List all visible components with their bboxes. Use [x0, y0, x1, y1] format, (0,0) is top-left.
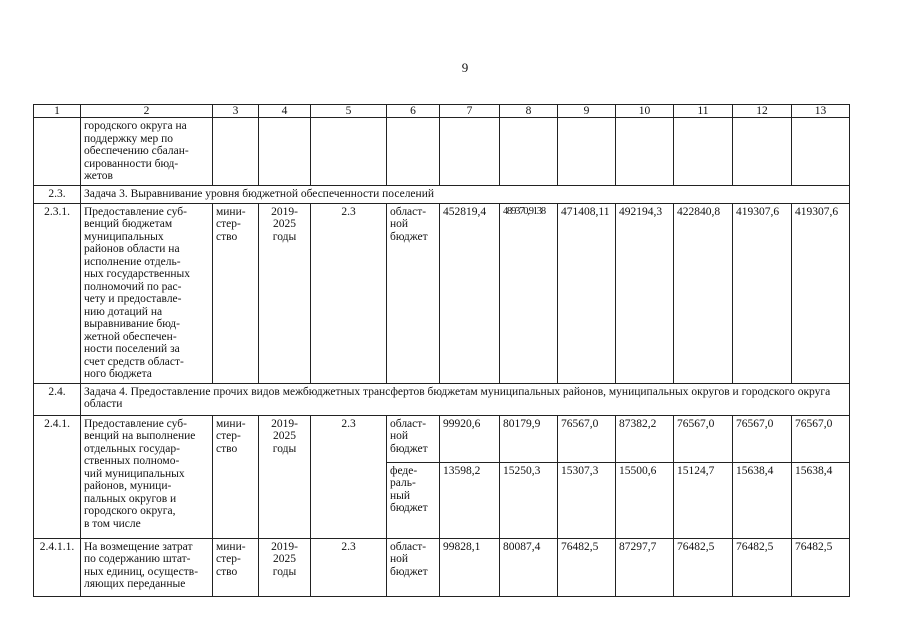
funding-source: феде- раль- ный бюджет [387, 462, 440, 538]
value-cell: 76567,0 [733, 415, 792, 462]
funding-source: област- ной бюджет [387, 538, 440, 596]
value-cell: 76482,5 [733, 538, 792, 596]
col-header-8: 8 [500, 105, 558, 118]
executor: мини- стер- ство [213, 415, 259, 538]
row-number: 2.3.1. [34, 203, 81, 383]
value-cell: 15500,6 [616, 462, 674, 538]
code: 2.3 [311, 203, 387, 383]
value-cell: 76567,0 [674, 415, 733, 462]
col-header-12: 12 [733, 105, 792, 118]
col-header-4: 4 [259, 105, 311, 118]
col-header-10: 10 [616, 105, 674, 118]
value-cell: 489370,9138 [500, 203, 558, 383]
col-header-13: 13 [792, 105, 850, 118]
value-cell: 471408,11 [558, 203, 616, 383]
budget-table [33, 104, 850, 597]
code: 2.3 [311, 415, 387, 538]
col-header-3: 3 [213, 105, 259, 118]
value-cell: 419307,6 [733, 203, 792, 383]
measure-name: На возмещение затрат по содержанию штат- ных единиц, осуществ- ляющих переданные [81, 538, 213, 596]
continuation-row [34, 118, 850, 186]
task-number: 2.3. [34, 185, 81, 203]
period: 2019- 2025 годы [259, 203, 311, 383]
value-cell: 76567,0 [558, 415, 616, 462]
value-cell: 87382,2 [616, 415, 674, 462]
measure-name: Предоставление суб- венций бюджетам муниципальных районов области на исполнение отдель- ных государственных полномочий по рас- чету и предоставле- нию дотаций на выравнивание бюд- жетной обеспечен- ности поселений за счет средств област- ного бюджета [81, 203, 213, 383]
row-number: 2.4.1.1. [34, 538, 81, 596]
col-header-7: 7 [440, 105, 500, 118]
task-number: 2.4. [34, 383, 81, 415]
col-header-5: 5 [311, 105, 387, 118]
value-cell: 99920,6 [440, 415, 500, 462]
task-title: Задача 3. Выравнивание уровня бюджетной обеспеченности поселений [81, 185, 850, 203]
executor: мини- стер- ство [213, 203, 259, 383]
task-title: Задача 4. Предоставление прочих видов межбюджетных трансфертов бюджетам муниципальных районов, муниципальных округов и городского округа области [81, 383, 850, 415]
funding-source: област- ной бюджет [387, 415, 440, 462]
table-row [34, 415, 850, 462]
value-cell: 87297,7 [616, 538, 674, 596]
col-header-1: 1 [34, 105, 81, 118]
table-row [34, 203, 850, 383]
value-cell: 422840,8 [674, 203, 733, 383]
value-cell: 15638,4 [733, 462, 792, 538]
page-number: 9 [461, 60, 469, 75]
value-cell: 80179,9 [500, 415, 558, 462]
column-number-row [34, 105, 850, 118]
measure-name: городского округа на поддержку мер по обеспечению сбалан- сированности бюд- жетов [81, 118, 213, 186]
period: 2019- 2025 годы [259, 415, 311, 538]
value-cell: 99828,1 [440, 538, 500, 596]
value-cell: 15638,4 [792, 462, 850, 538]
col-header-6: 6 [387, 105, 440, 118]
col-header-11: 11 [674, 105, 733, 118]
value-cell: 76482,5 [558, 538, 616, 596]
task-row [34, 383, 850, 415]
value-cell: 13598,2 [440, 462, 500, 538]
value-cell: 452819,4 [440, 203, 500, 383]
value-cell: 419307,6 [792, 203, 850, 383]
value-cell: 76482,5 [674, 538, 733, 596]
funding-source: област- ной бюджет [387, 203, 440, 383]
row-number: 2.4.1. [34, 415, 81, 538]
executor: мини- стер- ство [213, 538, 259, 596]
value-cell: 80087,4 [500, 538, 558, 596]
table-row [34, 538, 850, 596]
col-header-2: 2 [81, 105, 213, 118]
value-cell: 15307,3 [558, 462, 616, 538]
value-cell: 492194,3 [616, 203, 674, 383]
measure-name: Предоставление суб- венций на выполнение отдельных государ- ственных полномо- чий муниципальных районов, муници- пальных округов и городского округа, в том числе [81, 415, 213, 538]
value-cell: 76482,5 [792, 538, 850, 596]
task-row [34, 185, 850, 203]
value-cell: 15250,3 [500, 462, 558, 538]
value-cell: 15124,7 [674, 462, 733, 538]
period: 2019- 2025 годы [259, 538, 311, 596]
code: 2.3 [311, 538, 387, 596]
value-cell: 76567,0 [792, 415, 850, 462]
col-header-9: 9 [558, 105, 616, 118]
